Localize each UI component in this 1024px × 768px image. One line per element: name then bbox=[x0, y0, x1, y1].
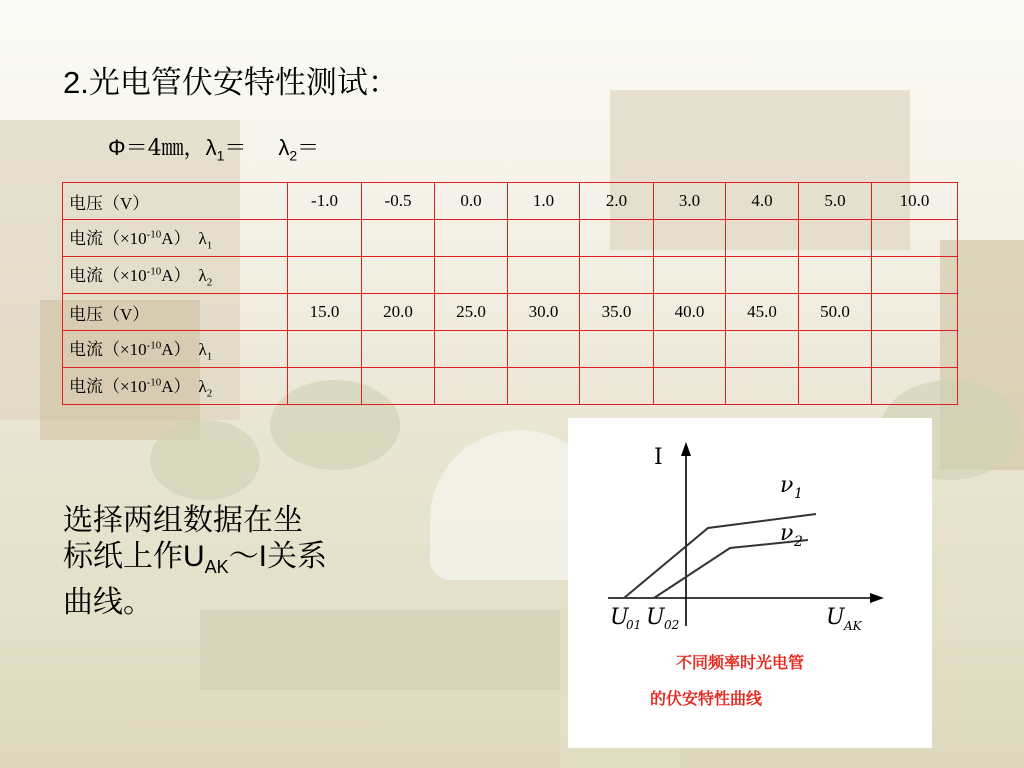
iv-curve-figure bbox=[568, 418, 932, 748]
x-axis-label: U bbox=[826, 605, 845, 630]
current-prefix: 电流（×10 bbox=[69, 340, 147, 360]
empty-current-cell bbox=[654, 257, 726, 294]
lambda-symbol: λ bbox=[198, 229, 207, 249]
current-suffix: A） bbox=[161, 266, 191, 286]
lambda2-label: λ bbox=[278, 135, 290, 160]
current-label bbox=[63, 331, 288, 368]
lambda1-label: λ bbox=[205, 135, 217, 160]
empty-current-cell bbox=[654, 368, 726, 405]
empty-current-cell bbox=[726, 368, 799, 405]
empty-current-cell bbox=[726, 220, 799, 257]
empty-current-cell bbox=[435, 331, 508, 368]
voltage-row bbox=[63, 294, 958, 331]
lambda-symbol: λ bbox=[198, 377, 207, 397]
voltage-cell: 4.0 bbox=[726, 183, 799, 220]
empty-current-cell bbox=[288, 257, 362, 294]
empty-current-cell bbox=[799, 257, 872, 294]
current-suffix: A） bbox=[161, 229, 191, 249]
x-axis-arrow bbox=[870, 593, 884, 603]
lambda-subscript: 2 bbox=[206, 387, 213, 400]
current-label bbox=[63, 220, 288, 257]
parameter-line bbox=[108, 133, 319, 170]
curve-2-label: ν bbox=[780, 521, 794, 546]
empty-current-cell bbox=[580, 368, 654, 405]
current-exponent: -10 bbox=[146, 265, 162, 278]
current-suffix: A） bbox=[161, 377, 191, 397]
note-line-1: 选择两组数据在坐 bbox=[63, 503, 303, 538]
lambda2-sub: 2 bbox=[289, 147, 298, 164]
iv-curve-svg bbox=[568, 418, 932, 748]
note-line-2-pre: 标纸上作 bbox=[63, 539, 183, 574]
current-label bbox=[63, 368, 288, 405]
voltage-cell: -0.5 bbox=[362, 183, 435, 220]
current-row bbox=[63, 368, 958, 405]
current-label bbox=[63, 257, 288, 294]
voltage-label: 电压（V） bbox=[63, 294, 288, 331]
note-u-sub: AK bbox=[204, 557, 229, 577]
u02-label: U bbox=[646, 605, 665, 630]
voltage-cell: 40.0 bbox=[654, 294, 726, 331]
current-prefix: 电流（×10 bbox=[69, 229, 147, 249]
empty-current-cell bbox=[288, 368, 362, 405]
current-prefix: 电流（×10 bbox=[69, 266, 147, 286]
empty-current-cell bbox=[288, 331, 362, 368]
lambda-subscript: 1 bbox=[206, 239, 213, 252]
empty-current-cell bbox=[288, 220, 362, 257]
voltage-cell: 20.0 bbox=[362, 294, 435, 331]
current-exponent: -10 bbox=[146, 228, 162, 241]
empty-current-cell bbox=[508, 368, 580, 405]
voltage-cell: 10.0 bbox=[872, 183, 958, 220]
data-table bbox=[62, 182, 958, 405]
empty-current-cell bbox=[508, 331, 580, 368]
empty-current-cell bbox=[580, 257, 654, 294]
current-exponent: -10 bbox=[146, 376, 162, 389]
curve-2-sub: 2 bbox=[794, 534, 803, 550]
empty-current-cell bbox=[799, 331, 872, 368]
voltage-cell: 1.0 bbox=[508, 183, 580, 220]
curve-1-label: ν bbox=[780, 473, 794, 498]
lambda2-eq: ＝ bbox=[297, 136, 320, 161]
voltage-cell: 15.0 bbox=[288, 294, 362, 331]
voltage-cell: 45.0 bbox=[726, 294, 799, 331]
curve-1-sub: 1 bbox=[794, 486, 803, 502]
phi-value: ＝4㎜， bbox=[125, 136, 206, 161]
lambda-subscript: 2 bbox=[206, 276, 213, 289]
empty-current-cell bbox=[580, 331, 654, 368]
y-axis-label: I bbox=[654, 445, 663, 470]
lambda-symbol: λ bbox=[198, 340, 207, 360]
lambda-symbol: λ bbox=[198, 266, 207, 286]
current-suffix: A） bbox=[161, 340, 191, 360]
empty-current-cell bbox=[435, 257, 508, 294]
current-row bbox=[63, 257, 958, 294]
page-title bbox=[63, 63, 399, 103]
voltage-cell bbox=[872, 294, 958, 331]
empty-current-cell bbox=[872, 368, 958, 405]
caption-line-2: 的伏安特性曲线 bbox=[650, 689, 763, 708]
empty-current-cell bbox=[726, 331, 799, 368]
empty-current-cell bbox=[872, 257, 958, 294]
current-exponent: -10 bbox=[146, 339, 162, 352]
note-line-2 bbox=[63, 539, 327, 585]
empty-current-cell bbox=[508, 220, 580, 257]
note-line-2-post: 关系 bbox=[267, 539, 328, 574]
voltage-cell: -1.0 bbox=[288, 183, 362, 220]
empty-current-cell bbox=[508, 257, 580, 294]
voltage-cell: 35.0 bbox=[580, 294, 654, 331]
note-u: U bbox=[183, 540, 205, 573]
caption-line-1: 不同频率时光电管 bbox=[676, 653, 805, 672]
voltage-cell: 0.0 bbox=[435, 183, 508, 220]
note-line-3: 曲线。 bbox=[63, 585, 153, 620]
empty-current-cell bbox=[435, 220, 508, 257]
voltage-cell: 5.0 bbox=[799, 183, 872, 220]
empty-current-cell bbox=[799, 368, 872, 405]
voltage-label: 电压（V） bbox=[63, 183, 288, 220]
empty-current-cell bbox=[726, 257, 799, 294]
instruction-note bbox=[63, 503, 327, 621]
curve-2 bbox=[654, 540, 808, 598]
voltage-cell: 3.0 bbox=[654, 183, 726, 220]
voltage-cell: 25.0 bbox=[435, 294, 508, 331]
empty-current-cell bbox=[872, 331, 958, 368]
current-row bbox=[63, 331, 958, 368]
y-axis-arrow bbox=[681, 442, 691, 456]
title-number: 2. bbox=[63, 65, 89, 100]
empty-current-cell bbox=[362, 220, 435, 257]
lambda1-eq: ＝ bbox=[224, 136, 247, 161]
u02-sub: 02 bbox=[664, 618, 680, 632]
lambda1-sub: 1 bbox=[216, 147, 225, 164]
empty-current-cell bbox=[362, 257, 435, 294]
empty-current-cell bbox=[362, 331, 435, 368]
voltage-cell: 2.0 bbox=[580, 183, 654, 220]
empty-current-cell bbox=[872, 220, 958, 257]
phi-symbol: Φ bbox=[108, 135, 126, 160]
title-text: 光电管伏安特性测试： bbox=[88, 65, 399, 101]
lambda-subscript: 1 bbox=[206, 350, 213, 363]
u01-sub: 01 bbox=[626, 618, 642, 632]
empty-current-cell bbox=[362, 368, 435, 405]
empty-current-cell bbox=[580, 220, 654, 257]
current-row bbox=[63, 220, 958, 257]
u01-label: U bbox=[610, 605, 629, 630]
voltage-cell: 50.0 bbox=[799, 294, 872, 331]
current-prefix: 电流（×10 bbox=[69, 377, 147, 397]
empty-current-cell bbox=[435, 368, 508, 405]
empty-current-cell bbox=[654, 331, 726, 368]
x-axis-sub: AK bbox=[844, 619, 862, 633]
note-tilde-i: ～I bbox=[228, 540, 268, 573]
voltage-row bbox=[63, 183, 958, 220]
empty-current-cell bbox=[654, 220, 726, 257]
empty-current-cell bbox=[799, 220, 872, 257]
voltage-cell: 30.0 bbox=[508, 294, 580, 331]
